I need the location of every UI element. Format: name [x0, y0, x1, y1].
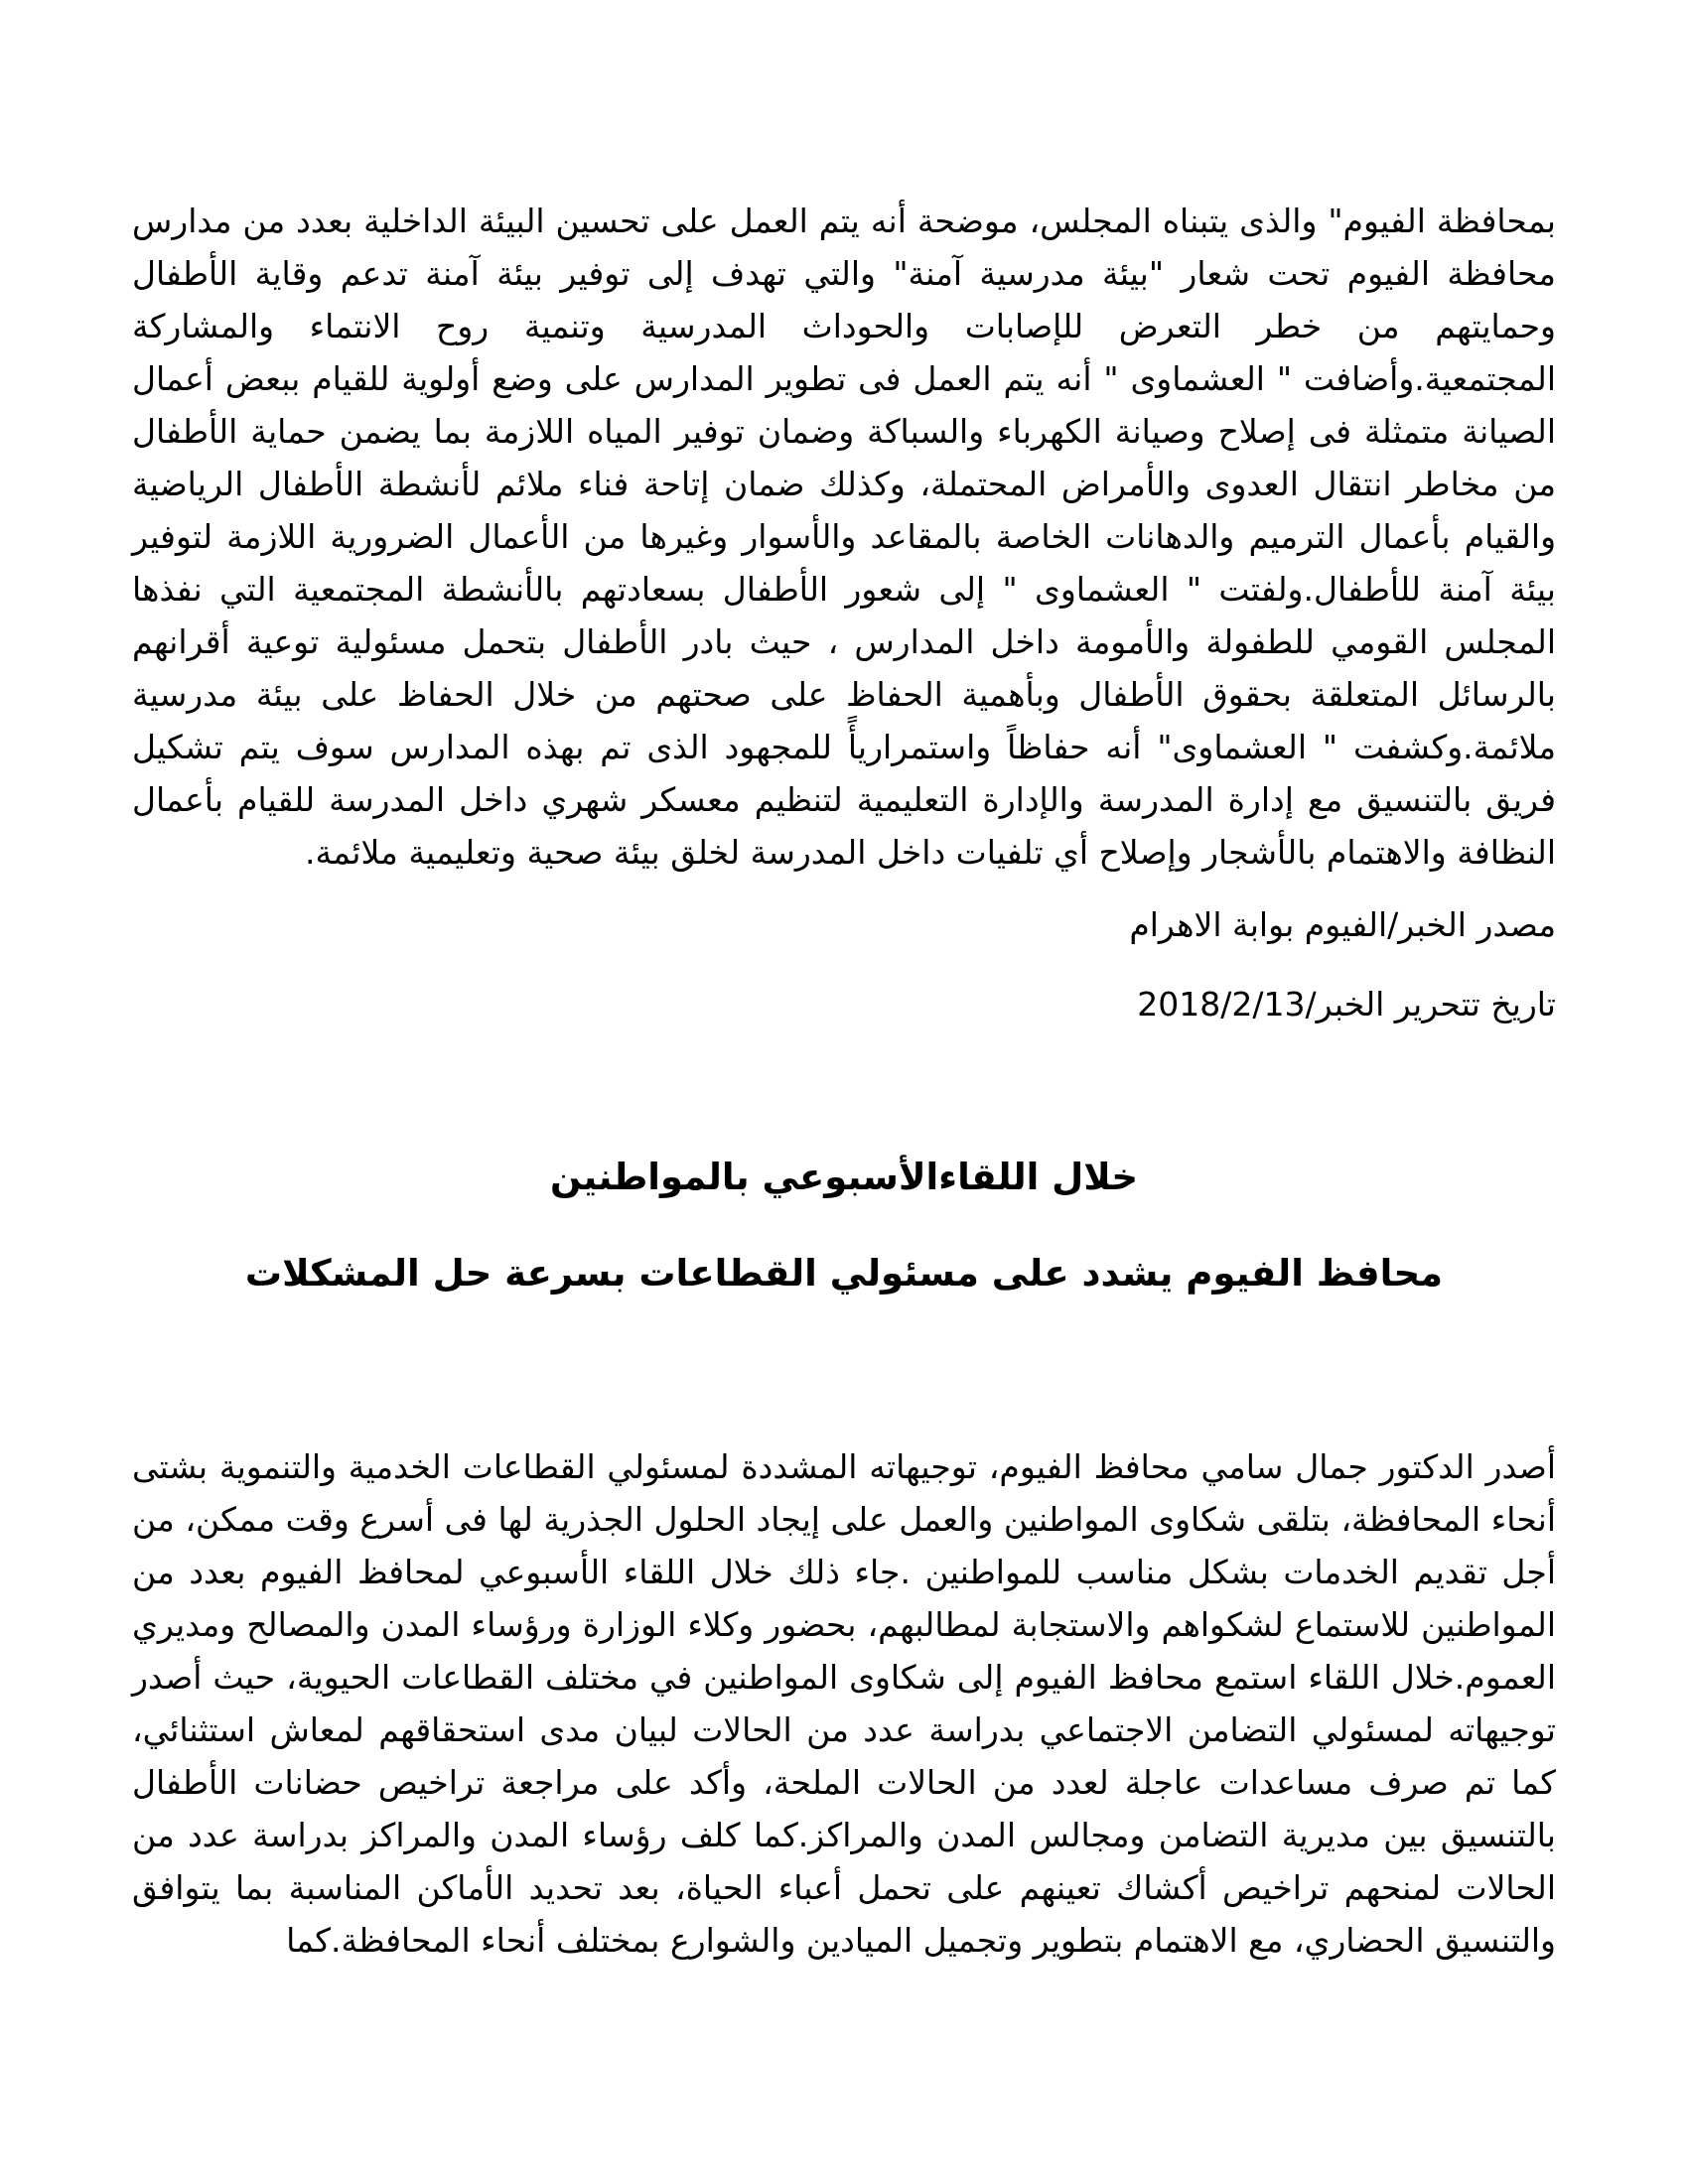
governor-weekly-meeting-paragraph: أصدر الدكتور جمال سامي محافظ الفيوم، توجيهاته المشددة لمسئولي القطاعات الخدمية والتنموية بشتى أنحاء المحافظة، بتلقى شكاوى المواطنين والعمل على إيجاد الحلول الجذرية لها فى أسرع وقت ممكن، من أجل تقديم الخدمات بشكل مناسب للمواطنين .جاء ذلك خلال اللقاء الأسبوعي لمحافظ الفيوم بعدد من المواطنين للاستماع لشكواهم والاستجابة لمطالبهم، بحضور وكلاء الوزارة ورؤساء المدن والمصالح ومديري العموم.خلال اللقاء استمع محافظ الفيوم إلى شكاوى المواطنين في مختلف القطاعات الحيوية، حيث أصدر توجيهاته لمسئولي التضامن الاجتماعي بدراسة عدد من الحالات لبيان مدى استحقاقهم لمعاش استثنائي، كما تم صرف مساعدات عاجلة لعدد من الحالات الملحة، وأكد على مراجعة تراخيص حضانات الأطفال بالتنسيق بين مديرية التضامن ومجالس المدن والمراكز.كما كلف رؤساء المدن والمراكز بدراسة عدد من الحالات لمنحهم تراخيص أكشاك تعينهم على تحمل أعباء الحياة، بعد تحديد الأماكن المناسبة بما يتوافق والتنسيق الحضاري، مع الاهتمام بتطوير وتجميل الميادين والشوارع بمختلف أنحاء المحافظة.كما — [132, 1447, 1556, 1960]
news-source-line: مصدر الخبر/الفيوم بوابة الاهرام — [1129, 905, 1556, 944]
news-date-line: تاريخ تتحرير الخبر/2018/2/13 — [1137, 985, 1556, 1024]
school-environment-paragraph: بمحافظة الفيوم" والذى يتبناه المجلس، موضحة أنه يتم العمل على تحسين البيئة الداخلية بعدد من مدارس محافظة الفيوم تحت شعار "بيئة مدرسية آمنة" والتي تهدف إلى توفير بيئة آمنة تدعم وقاية الأطفال وحمايتهم من خطر التعرض للإصابات والحوداث المدرسية وتنمية روح الانتماء والمشاركة المجتمعية.وأضافت " العشماوى " أنه يتم العمل فى تطوير المدارس على وضع أولوية للقيام ببعض أعمال الصيانة متمثلة فى إصلاح وصيانة الكهرباء والسباكة وضمان توفير المياه اللازمة بما يضمن حماية الأطفال من مخاطر انتقال العدوى والأمراض المحتملة، وكذلك ضمان إتاحة فناء ملائم لأنشطة الأطفال الرياضية والقيام بأعمال الترميم والدهانات الخاصة بالمقاعد والأسوار وغيرها من الأعمال الضرورية اللازمة لتوفير بيئة آمنة للأطفال.ولفتت " العشماوى " إلى شعور الأطفال بسعادتهم بالأنشطة المجتمعية التي نفذها المجلس القومي للطفولة والأمومة داخل المدارس ، حيث بادر الأطفال بتحمل مسئولية توعية أقرانهم بالرسائل المتعلقة بحقوق الأطفال وبأهمية الحفاظ على صحتهم من خلال الحفاظ على بيئة مدرسية ملائمة.وكشفت " العشماوى" أنه حفاظاً واستمراريأً للمجهود الذى تم بهذه المدارس سوف يتم تشكيل فريق بالتنسيق مع إدارة المدرسة والإدارة التعليمية لتنظيم معسكر شهري داخل المدرسة للقيام بأعمال النظافة والاهتمام بالأشجار وإصلاح أي تلفيات داخل المدرسة لخلق بيئة صحية وتعليمية ملائمة. — [132, 202, 1556, 872]
heading-weekly-citizens-meeting: خلال اللقاءالأسبوعي بالمواطنين — [549, 1156, 1139, 1198]
heading-governor-directives: محافظ الفيوم يشدد على مسئولي القطاعات بسرعة حل المشكلات — [244, 1252, 1444, 1295]
